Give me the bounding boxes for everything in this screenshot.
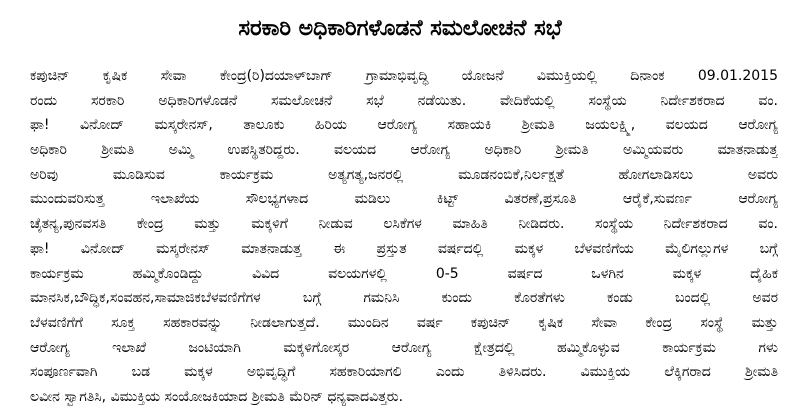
body-line: ಕಪುಚಿನ್ ಕೃಷಿಕ ಸೇವಾ ಕೇಂದ್ರ(ರಿ)ದಯಾಳ್‌ಬಾಗ್ ಗ್ರಾಮಾಭಿವೃದ್ಧಿ ಯೋಜನೆ ವಿಮುಕ್ತಿಯಲ್ಲಿ ದಿನಾಂಕ 09.01.2015 [30,68,778,84]
body-line: ಅರಿವು ಮೂಡಿಸುವ ಕಾರ್ಯಕ್ರಮ ಅತ್ಯಗತ್ಯ,ಜನರಲ್ಲಿ ಮೂಡನಂಬಿಕೆ,ನಿರ್ಲಕ್ಷತೆ ಹೋಗಲಾಡಿಸಲು ಅವರು [30,166,778,183]
body-line: ಮಾನಸಿಕ,ಬೌದ್ಧಿಕ,ಸಂವಹನ,ಸಾಮಾಜಿಕಬೆಳವಣಿಗೆಗಳ ಬಗ್ಗೆ ಗಮನಿಸಿ ಕುಂದು ಕೊರತೆಗಳು ಕಂಡು ಬಂದಲ್ಲಿ ಅವರ [30,290,778,307]
body-line: ಮುಂದುವರಿಸುತ್ತ ಇಲಾಖೆಯ ಸೌಲಭ್ಯಗಳಾದ ಮಡಿಲು ಕಿಟ್ಟ್ ವಿತರಣೆ,ಪ್ರಸೂತಿ ಆರೈಕೆ,ಸುವರ್ಣ ಆರೋಗ್ಯ [30,191,778,208]
body-line: ಫಾ! ವಿನೋದ್ ಮಸ್ಕರೇನಸ್, ತಾಲೂಕು ಹಿರಿಯ ಆರೋಗ್ಯ ಸಹಾಯಕಿ ಶ್ರೀಮತಿ ಜಯಲಕ್ಷ್ಮಿ, ವಲಯದ ಆರೋಗ್ಯ [30,117,778,134]
body-line: ಕಾರ್ಯಕ್ರಮ ಹಮ್ಮಿಕೊಂಡಿದ್ದು ವಿವಿದ ವಲಯಗಳಲ್ಲಿ 0-5 ವರ್ಷದ ಒಳಗಿನ ಮಕ್ಕಳ ದೈಹಿಕ [30,265,778,282]
body-line: ಫಾ! ವಿನೋದ್ ಮಸ್ಕರೇನಸ್ ಮಾತನಾಡುತ್ತ ಈ ಪ್ರಸ್ತುತ ವರ್ಷದಲ್ಲಿ ಮಕ್ಕಳ ಬೆಳವಣಿಗೆಯ ಮೈಲಿಗಲ್ಲುಗಳ ಬಗ್ಗೆ [30,240,778,257]
body-line: ಚೈತನ್ಯ,ಪುನವಸತಿ ಕೇಂದ್ರ ಮತ್ತು ಮಕ್ಕಳಿಗೆ ನೀಡುವ ಲಸಿಕೆಗಳ ಮಾಹಿತಿ ನೀಡಿದರು. ಸಂಸ್ಥೆಯ ನಿರ್ದೇಶಕರಾದ ವಂ. [30,216,778,233]
body-line: ರಂದು ಸರಕಾರಿ ಅಧಿಕಾರಿಗಳೊಡನೆ ಸಮಲೋಚನೆ ಸಭೆ ನಡೆಯಿತು. ವೇದಿಕೆಯಲ್ಲಿ ಸಂಸ್ಥೆಯ ನಿರ್ದೇಶಕರಾದ ವಂ. [30,92,778,109]
document-title: ಸರಕಾರಿ ಅಧಿಕಾರಿಗಳೊಡನೆ ಸಮಲೋಚನೆ ಸಭೆ [238,16,562,41]
document-body [30,64,778,410]
body-line: ಸಂಪೂರ್ಣವಾಗಿ ಬಡ ಮಕ್ಕಳ ಅಭಿವೃದ್ಧಿಗೆ ಸಹಕಾರಿಯಾಗಲಿ ಎಂದು ತಿಳಿಸಿದರು. ವಿಮುಕ್ತಿಯ ಲೆಕ್ಕಿಗರಾದ ಶ್ರೀಮತಿ [30,364,778,381]
body-line: ಬೆಳವಣಿಗೆಗೆ ಸೂಕ್ತ ಸಹಕಾರವನ್ನು ನೀಡಲಾಗುತ್ತದೆ. ಮುಂದಿನ ವರ್ಷ ಕಪುಚಿನ್ ಕೃಷಿಕ ಸೇವಾ ಕೇಂದ್ರ ಸಂಸ್ಥೆ ಮತ್ತು [30,314,778,331]
body-line: ಅಧಿಕಾರಿ ಶ್ರೀಮತಿ ಅಮ್ಮಿ ಉಪಸ್ಥಿತರಿದ್ದರು. ವಲಯದ ಆರೋಗ್ಯ ಅಧಿಕಾರಿ ಶ್ರೀಮತಿ ಅಮ್ಮಿಯವರು ಮಾತನಾಡುತ್ತ [30,142,778,159]
body-line: ಲವೀನ ಸ್ವಾಗತಿಸಿ, ವಿಮುಕ್ತಿಯ ಸಂಯೋಜಕಿಯಾದ ಶ್ರೀಮತಿ ಮೆರಿನ್ ಧನ್ಯವಾದವಿತ್ತರು. [30,388,404,405]
body-line: ಆರೋಗ್ಯ ಇಲಾಖೆ ಜಂಟಿಯಾಗಿ ಮಕ್ಕಳಿಗೋಸ್ಕರ ಆರೋಗ್ಯ ಕ್ಷೇತ್ರದಲ್ಲಿ ಹಮ್ಮಿಕೊಳ್ಳುವ ಕಾರ್ಯಕ್ರಮ ಗಳು [30,339,778,356]
